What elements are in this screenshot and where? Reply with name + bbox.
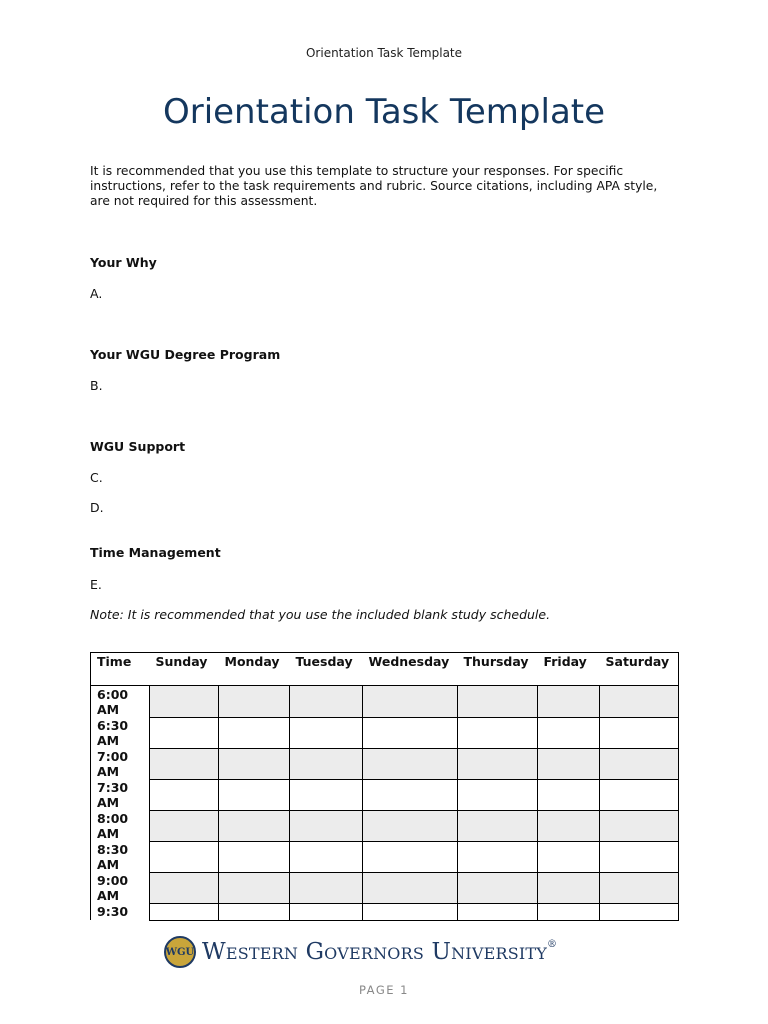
- column-header-thursday: Thursday: [458, 653, 538, 686]
- schedule-row: [91, 686, 679, 718]
- document-title: Orientation Task Template: [162, 92, 606, 132]
- schedule-cell[interactable]: [363, 748, 458, 779]
- heading-degree-program: Your WGU Degree Program: [90, 347, 281, 362]
- wgu-wordmark: Western Governors University®: [202, 939, 558, 965]
- schedule-cell[interactable]: [600, 810, 679, 841]
- schedule-cell[interactable]: [458, 748, 538, 779]
- schedule-cell[interactable]: [538, 779, 600, 810]
- schedule-cell[interactable]: [363, 810, 458, 841]
- schedule-cell[interactable]: [150, 841, 219, 872]
- schedule-cell[interactable]: [600, 717, 679, 748]
- schedule-cell[interactable]: [150, 748, 219, 779]
- column-header-saturday: Saturday: [600, 653, 679, 686]
- schedule-cell[interactable]: [363, 717, 458, 748]
- schedule-cell[interactable]: [458, 872, 538, 903]
- schedule-cell[interactable]: [150, 779, 219, 810]
- schedule-cell[interactable]: [600, 841, 679, 872]
- schedule-row: [91, 717, 679, 748]
- schedule-cell[interactable]: [290, 779, 363, 810]
- time-slot-label: 9:30: [91, 903, 150, 920]
- running-header: Orientation Task Template: [305, 46, 463, 60]
- schedule-row: [91, 872, 679, 903]
- column-header-wednesday: Wednesday: [363, 653, 458, 686]
- schedule-cell[interactable]: [363, 841, 458, 872]
- schedule-row: [91, 903, 679, 920]
- schedule-cell[interactable]: [458, 810, 538, 841]
- schedule-cell[interactable]: [290, 841, 363, 872]
- schedule-cell[interactable]: [219, 748, 290, 779]
- schedule-cell[interactable]: [290, 872, 363, 903]
- time-slot-label: 7:00 AM: [91, 748, 150, 779]
- schedule-cell[interactable]: [150, 686, 219, 718]
- schedule-cell[interactable]: [538, 717, 600, 748]
- heading-your-why: Your Why: [90, 255, 157, 270]
- heading-wgu-support: WGU Support: [90, 439, 186, 454]
- column-header-friday: Friday: [538, 653, 600, 686]
- schedule-cell[interactable]: [290, 686, 363, 718]
- schedule-cell[interactable]: [538, 872, 600, 903]
- schedule-cell[interactable]: [600, 903, 679, 920]
- answer-e[interactable]: E.: [90, 577, 102, 592]
- schedule-row: [91, 779, 679, 810]
- schedule-cell[interactable]: [150, 717, 219, 748]
- schedule-cell[interactable]: [458, 841, 538, 872]
- answer-d[interactable]: D.: [90, 500, 104, 515]
- column-header-sunday: Sunday: [150, 653, 219, 686]
- wgu-logo: [164, 934, 557, 970]
- schedule-cell[interactable]: [150, 810, 219, 841]
- schedule-cell[interactable]: [538, 903, 600, 920]
- heading-time-management: Time Management: [90, 545, 221, 560]
- schedule-note: Note: It is recommended that you use the included blank study schedule.: [90, 607, 551, 622]
- schedule-cell[interactable]: [219, 686, 290, 718]
- schedule-cell[interactable]: [538, 841, 600, 872]
- time-slot-label: 7:30 AM: [91, 779, 150, 810]
- schedule-row: [91, 841, 679, 872]
- schedule-cell[interactable]: [219, 841, 290, 872]
- schedule-cell[interactable]: [363, 686, 458, 718]
- schedule-cell[interactable]: [600, 686, 679, 718]
- intro-paragraph: It is recommended that you use this template to structure your responses. For specific instructions, refer to the task requirements and rubric. Source citations, including APA style, are not required for this assessment.: [90, 164, 658, 208]
- schedule-cell[interactable]: [290, 810, 363, 841]
- schedule-row: [91, 810, 679, 841]
- study-schedule-table: [90, 652, 679, 921]
- schedule-cell[interactable]: [538, 686, 600, 718]
- time-slot-label: 6:00 AM: [91, 686, 150, 718]
- answer-b[interactable]: B.: [90, 378, 103, 393]
- schedule-cell[interactable]: [290, 903, 363, 920]
- schedule-cell[interactable]: [458, 779, 538, 810]
- column-header-time: Time: [91, 653, 150, 686]
- answer-c[interactable]: C.: [90, 470, 103, 485]
- column-header-tuesday: Tuesday: [290, 653, 363, 686]
- schedule-cell[interactable]: [150, 903, 219, 920]
- time-slot-label: 9:00 AM: [91, 872, 150, 903]
- schedule-cell[interactable]: [600, 748, 679, 779]
- time-slot-label: 8:30 AM: [91, 841, 150, 872]
- schedule-cell[interactable]: [600, 872, 679, 903]
- schedule-header-row: [91, 653, 679, 686]
- time-slot-label: 6:30 AM: [91, 717, 150, 748]
- schedule-cell[interactable]: [363, 903, 458, 920]
- schedule-cell[interactable]: [290, 748, 363, 779]
- schedule-cell[interactable]: [458, 686, 538, 718]
- schedule-cell[interactable]: [219, 903, 290, 920]
- schedule-cell[interactable]: [363, 779, 458, 810]
- schedule-cell[interactable]: [363, 872, 458, 903]
- schedule-cell[interactable]: [458, 717, 538, 748]
- time-slot-label: 8:00 AM: [91, 810, 150, 841]
- column-header-monday: Monday: [219, 653, 290, 686]
- schedule-cell[interactable]: [219, 779, 290, 810]
- schedule-cell[interactable]: [219, 872, 290, 903]
- schedule-cell[interactable]: [219, 717, 290, 748]
- page-number: PAGE 1: [358, 983, 409, 997]
- wgu-seal-icon: WGU: [164, 936, 196, 968]
- schedule-cell[interactable]: [219, 810, 290, 841]
- answer-a[interactable]: A.: [90, 286, 103, 301]
- schedule-cell[interactable]: [150, 872, 219, 903]
- schedule-row: [91, 748, 679, 779]
- schedule-cell[interactable]: [458, 903, 538, 920]
- schedule-cell[interactable]: [538, 748, 600, 779]
- schedule-cell[interactable]: [538, 810, 600, 841]
- schedule-cell[interactable]: [290, 717, 363, 748]
- schedule-cell[interactable]: [600, 779, 679, 810]
